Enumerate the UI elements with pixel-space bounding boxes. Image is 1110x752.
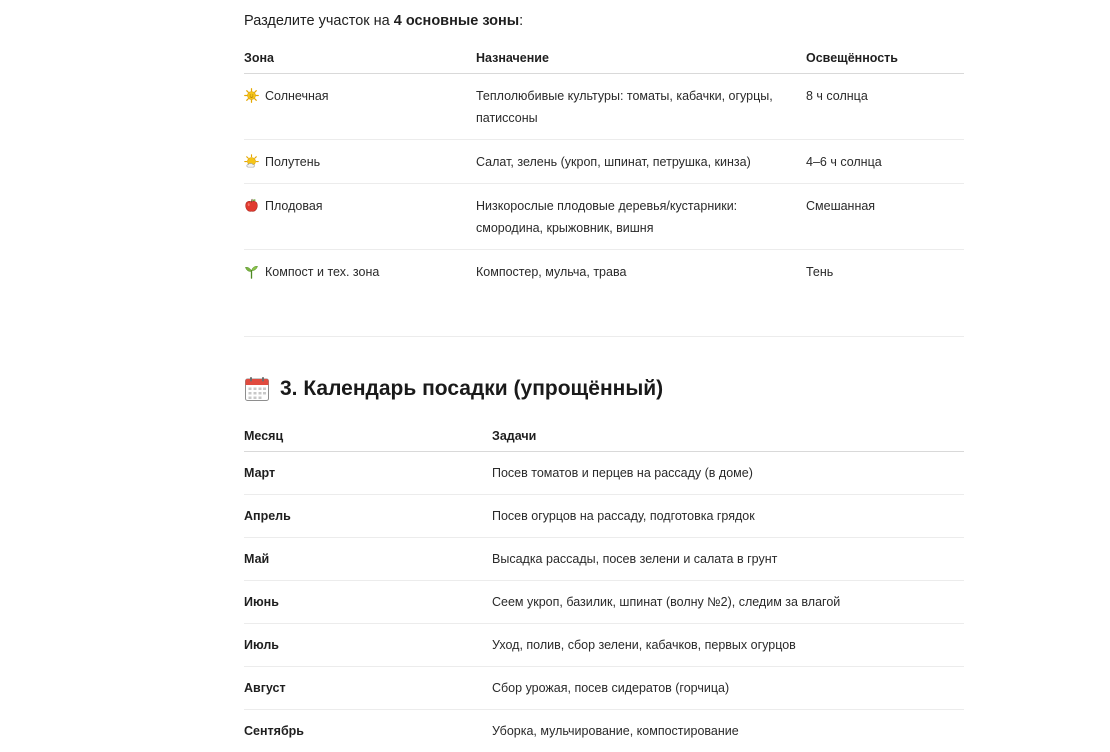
calendar-section-heading [244, 376, 663, 402]
calendar-icon [244, 376, 270, 402]
table-row [244, 581, 964, 624]
header-month: Месяц [244, 420, 492, 452]
zone-purpose: Салат, зелень (укроп, шпинат, петрушка, кинза) [476, 140, 806, 184]
header-light: Освещённость [806, 42, 964, 74]
header-purpose: Назначение [476, 42, 806, 74]
sun-behind-cloud-icon [244, 154, 259, 169]
table-row [244, 624, 964, 667]
table-row [244, 452, 964, 495]
month-cell: Март [244, 452, 492, 495]
section-divider [244, 336, 964, 337]
table-row [244, 538, 964, 581]
month-cell: Июнь [244, 581, 492, 624]
zone-light: Смешанная [806, 184, 964, 250]
apple-icon [244, 198, 259, 213]
zones-header-row [244, 42, 964, 74]
table-row [244, 710, 964, 752]
month-cell: Август [244, 667, 492, 710]
sun-icon [244, 88, 259, 103]
tasks-cell: Посев томатов и перцев на рассаду (в доме) [492, 452, 964, 495]
tasks-cell: Уход, полив, сбор зелени, кабачков, первых огурцов [492, 624, 964, 667]
tasks-cell: Сеем укроп, базилик, шпинат (волну №2), следим за влагой [492, 581, 964, 624]
zone-name: Компост и тех. зона [265, 261, 379, 283]
zone-light: 8 ч солнца [806, 74, 964, 140]
seedling-icon [244, 264, 259, 279]
header-tasks: Задачи [492, 420, 964, 452]
month-cell: Сентябрь [244, 710, 492, 752]
tasks-cell: Посев огурцов на рассаду, подготовка грядок [492, 495, 964, 538]
calendar-table [244, 420, 964, 752]
tasks-cell: Сбор урожая, посев сидератов (горчица) [492, 667, 964, 710]
tasks-cell: Высадка рассады, посев зелени и салата в грунт [492, 538, 964, 581]
table-row [244, 184, 964, 250]
zone-purpose: Компостер, мульча, трава [476, 250, 806, 294]
month-cell: Апрель [244, 495, 492, 538]
section-title: 3. Календарь посадки (упрощённый) [280, 377, 663, 401]
tasks-cell: Уборка, мульчирование, компостирование [492, 710, 964, 752]
zones-table [244, 42, 964, 293]
zone-light: 4–6 ч солнца [806, 140, 964, 184]
table-row [244, 74, 964, 140]
table-row [244, 250, 964, 294]
zone-light: Тень [806, 250, 964, 294]
zone-purpose: Низкорослые плодовые деревья/кустарники: смородина, крыжовник, вишня [476, 184, 806, 250]
header-zone: Зона [244, 42, 476, 74]
calendar-header-row [244, 420, 964, 452]
table-row [244, 667, 964, 710]
zone-purpose: Теплолюбивые культуры: томаты, кабачки, огурцы, патиссоны [476, 74, 806, 140]
month-cell: Июль [244, 624, 492, 667]
intro-bold: 4 основные зоны [394, 13, 519, 29]
intro-suffix: : [519, 13, 523, 29]
zone-cell [244, 74, 476, 140]
intro-text: Разделите участок на [244, 13, 394, 29]
zone-name: Полутень [265, 151, 320, 173]
zone-cell [244, 140, 476, 184]
zone-name: Солнечная [265, 85, 329, 107]
zones-intro [244, 13, 523, 29]
zone-cell [244, 184, 476, 250]
table-row [244, 140, 964, 184]
month-cell: Май [244, 538, 492, 581]
table-row [244, 495, 964, 538]
zone-cell [244, 250, 476, 294]
zone-name: Плодовая [265, 195, 323, 217]
